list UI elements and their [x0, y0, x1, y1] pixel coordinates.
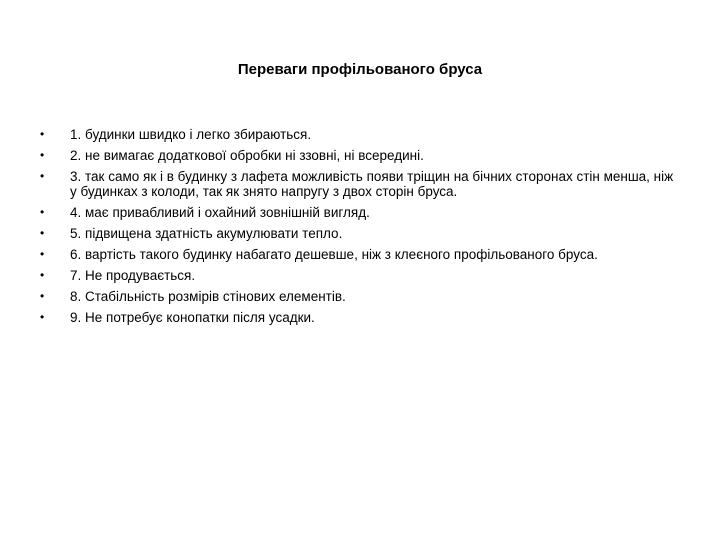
list-item-text: 8. Стабільність розмірів стінових елементів.: [70, 289, 346, 304]
bullet-icon: •: [40, 247, 45, 261]
list-item: [40, 268, 680, 283]
bullet-list: [40, 127, 680, 331]
list-item-text: 6. вартість такого будинку набагато дешевше, ніж з клеєного профільованого бруса.: [70, 247, 598, 262]
list-item-text: 3. так само як і в будинку з лафета можливість появи тріщин на бічних сторонах стін менша, ніж у будинках з колоди, так як знято напругу з двох сторін бруса.: [70, 169, 674, 199]
list-item: [40, 247, 680, 262]
list-item-text: 5. підвищена здатність акумулювати тепло.: [70, 226, 343, 241]
list-item: [40, 226, 680, 241]
list-item-text: 2. не вимагає додаткової обробки ні ззовні, ні всередині.: [70, 148, 424, 163]
list-item-text: 4. має привабливий і охайний зовнішній вигляд.: [70, 205, 370, 220]
bullet-icon: •: [40, 289, 45, 303]
list-item: [40, 169, 680, 199]
list-item-text: 7. Не продувається.: [70, 268, 196, 283]
bullet-icon: •: [40, 127, 45, 141]
bullet-icon: •: [40, 148, 45, 162]
list-item-text: 9. Не потребує конопатки після усадки.: [70, 310, 315, 325]
list-item: [40, 289, 680, 304]
bullet-icon: •: [40, 226, 45, 240]
list-item: [40, 148, 680, 163]
list-item-text: 1. будинки швидко і легко збираються.: [70, 127, 312, 142]
bullet-icon: •: [40, 310, 45, 324]
bullet-icon: •: [40, 205, 45, 219]
bullet-icon: •: [40, 169, 45, 183]
slide-title: Переваги профільованого бруса: [237, 61, 483, 78]
bullet-icon: •: [40, 268, 45, 282]
list-item: [40, 127, 680, 142]
list-item: [40, 205, 680, 220]
list-item: [40, 310, 680, 325]
